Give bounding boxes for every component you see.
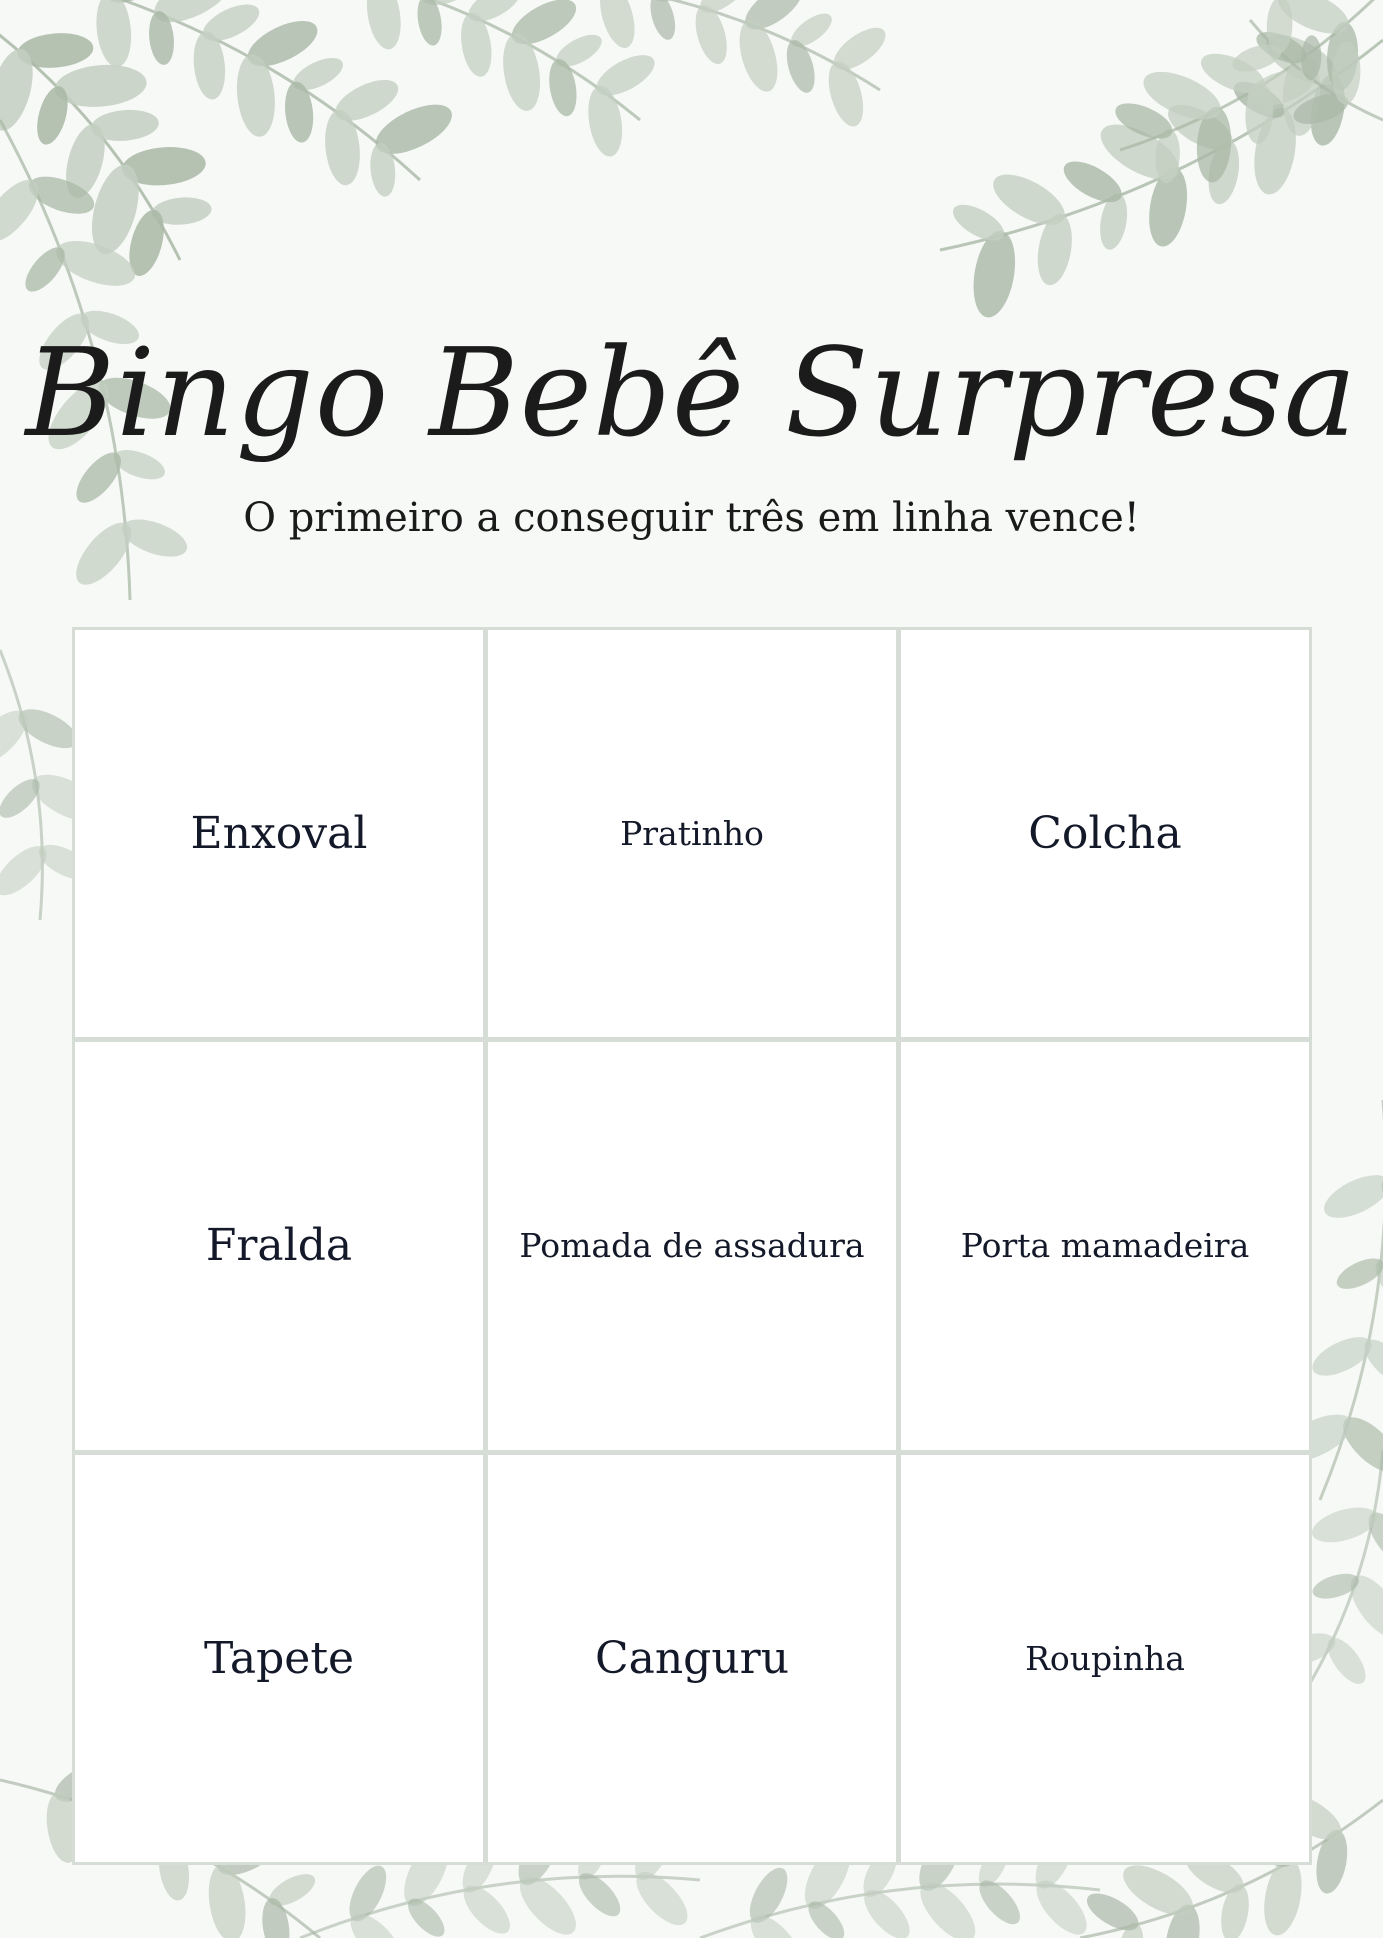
eucalyptus-leaf (233, 52, 279, 138)
bingo-cell-canguru[interactable] (488, 1455, 896, 1862)
bingo-cell-porta-mamadeira[interactable] (901, 1042, 1309, 1449)
eucalyptus-leaf (1318, 1166, 1383, 1226)
bingo-cell-label: Colcha (1028, 808, 1182, 860)
eucalyptus-leaf (584, 83, 627, 159)
bingo-cell-label: Porta mamadeira (960, 1226, 1250, 1266)
bingo-cell-label: Tapete (203, 1632, 355, 1684)
eucalyptus-leaf (204, 1862, 251, 1938)
eucalyptus-leaf (1258, 1855, 1307, 1938)
eucalyptus-leaf (690, 2, 733, 68)
eucalyptus-leaf (498, 31, 545, 114)
eucalyptus-leaf (545, 57, 580, 118)
eucalyptus-leaf (781, 37, 819, 96)
eucalyptus-leaf (732, 16, 784, 96)
bingo-cell-label: Enxoval (190, 808, 368, 860)
eucalyptus-leaf (362, 0, 405, 52)
eucalyptus-leaf (457, 11, 496, 79)
eucalyptus-leaf (1332, 1252, 1383, 1295)
bingo-cell-label: Roupinha (1025, 1638, 1185, 1678)
eucalyptus-leaf (414, 0, 445, 47)
bingo-cell-pratinho[interactable] (488, 630, 896, 1037)
bingo-cell-label: Pratinho (620, 814, 764, 854)
eucalyptus-leaf (646, 0, 680, 43)
bingo-cell-roupinha[interactable] (901, 1455, 1309, 1862)
bingo-cell-label: Canguru (594, 1632, 790, 1684)
bingo-cell-pomada-de-assadura[interactable] (488, 1042, 896, 1449)
eucalyptus-leaf (822, 57, 870, 130)
bingo-cell-tapete[interactable] (75, 1455, 483, 1862)
bingo-board (72, 627, 1312, 1865)
bingo-cell-label: Pomada de assadura (519, 1226, 865, 1266)
eucalyptus-leaf (282, 80, 316, 144)
eucalyptus-leaf (322, 108, 364, 187)
bingo-cell-colcha[interactable] (901, 630, 1309, 1037)
page-title: Bingo Bebê Surpresa (25, 322, 1358, 464)
bingo-cell-fralda[interactable] (75, 1042, 483, 1449)
bingo-cell-label: Fralda (205, 1220, 353, 1272)
eucalyptus-leaf (93, 0, 135, 69)
page-subtitle: O primeiro a conseguir três em linha vence! (243, 495, 1140, 541)
eucalyptus-leaf (191, 30, 229, 101)
eucalyptus-leaf (1308, 1501, 1381, 1549)
bingo-cell-enxoval[interactable] (75, 630, 483, 1037)
